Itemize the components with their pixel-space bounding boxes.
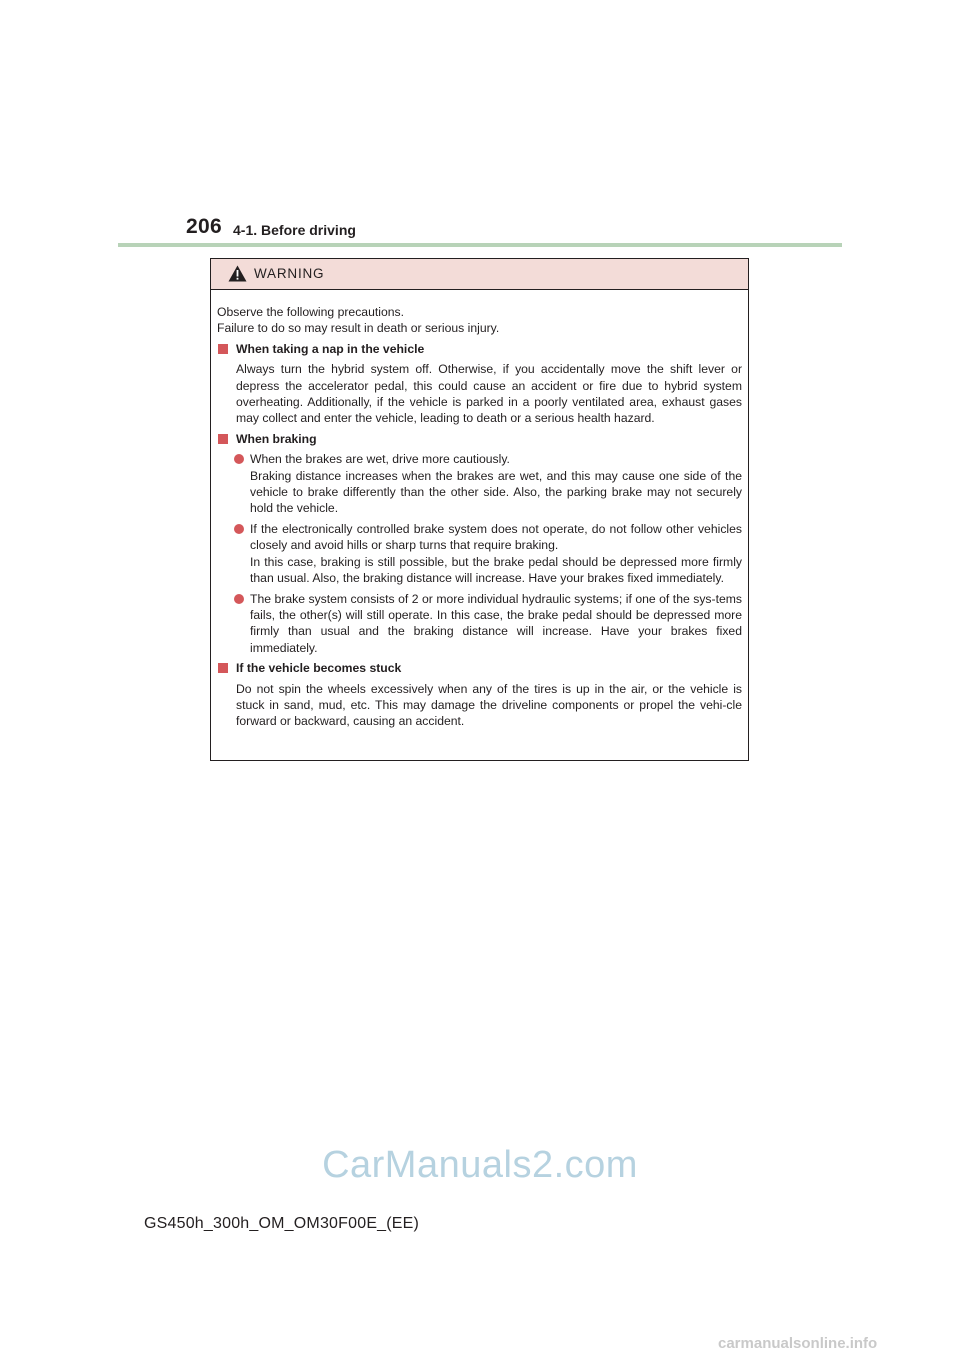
manual-code: GS450h_300h_OM_OM30F00E_(EE) [144, 1215, 420, 1232]
circle-bullet-icon [234, 524, 244, 534]
circle-bullet-icon [234, 594, 244, 604]
paragraph: Do not spin the wheels excessively when any of the tires is up in the air, or the vehicle is stuck in sand, mud, etc. This may damage the driveline components or propel the vehi-cle forward or backward, causing an accident. [236, 681, 742, 729]
square-bullet-icon [218, 344, 228, 354]
bullet-text: Braking distance increases when the brakes are wet, and this may cause one side of the vehicle to brake differently than the other side. Also, the parking brake may not securely hold the vehicle. [250, 468, 742, 516]
list-item [217, 521, 742, 587]
list-item [217, 591, 742, 657]
section-heading-text: When taking a nap in the vehicle [236, 341, 425, 356]
warning-content [211, 290, 748, 730]
section-heading-nap [217, 341, 742, 357]
intro-line: Failure to do so may result in death or serious injury. [217, 321, 500, 336]
section-heading-stuck [217, 660, 742, 676]
page-number: 206 [186, 215, 222, 238]
section-heading-text: When braking [236, 431, 317, 446]
warning-title: WARNING [254, 266, 325, 281]
list-item [217, 451, 742, 517]
square-bullet-icon [218, 434, 228, 444]
intro-line: Observe the following precautions. [217, 305, 404, 319]
circle-bullet-icon [234, 454, 244, 464]
section-heading-braking [217, 431, 742, 447]
bullet-text: When the brakes are wet, drive more cautiously. [250, 452, 510, 467]
section-body-stuck [217, 681, 742, 730]
bullet-text: If the electronically controlled brake system does not operate, do not follow other vehicles closely and avoid hills or sharp turns that require braking. [250, 521, 742, 553]
bullet-text: The brake system consists of 2 or more individual hydraulic systems; if one of the sys-tems fails, the other(s) will still operate. In this case, the brake pedal should be depressed more firmly than usual and the braking distance will increase. Have your brakes fixed immediately. [250, 591, 742, 655]
bullet-text: In this case, braking is still possible, but the brake pedal should be depressed more firmly than usual. Also, the braking distance will increase. Have your brakes fixed immediately. [250, 554, 742, 586]
watermark-logo: CarManuals2.com [322, 1144, 638, 1186]
section-title: 4-1. Before driving [233, 222, 356, 238]
section-heading-text: If the vehicle becomes stuck [236, 661, 402, 676]
warning-triangle-icon [228, 265, 247, 282]
page-header [0, 0, 960, 250]
section-body-nap [217, 361, 742, 427]
watermark-site: carmanualsonline.info [718, 1335, 878, 1352]
square-bullet-icon [218, 663, 228, 673]
header-rule [118, 243, 842, 247]
warning-box [210, 258, 749, 761]
warning-header [211, 259, 748, 290]
paragraph: Always turn the hybrid system off. Otherwise, if you accidentally move the shift lever or depress the accelerator pedal, this could cause an accident or fire due to hybrid system overheating. Additionally, if the vehicle is parked in a poorly ventilated area, exhaust gases may collect and enter the vehicle, leading to death or a serious health hazard. [236, 362, 742, 426]
